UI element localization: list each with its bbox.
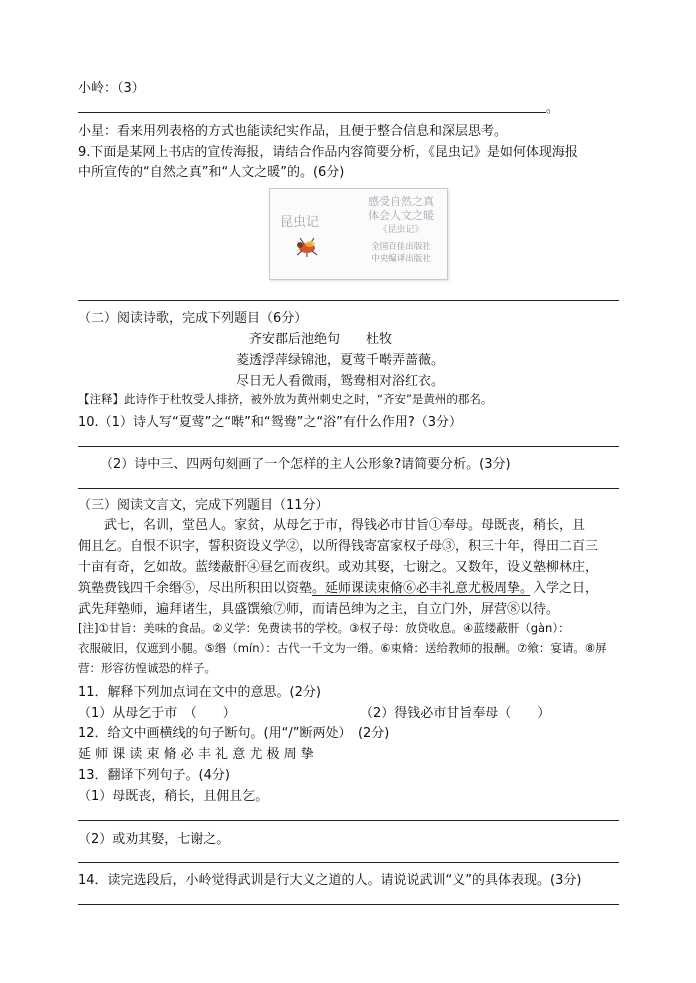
question-11-b: （2）得钱必市甘旨奉母（ ） [360,706,551,721]
answer-line [78,112,546,113]
prose-note-1: [注]①甘旨：美味的食品。②义学：免费读书的学校。③权子母：放贷收息。④蓝缕蔽骭（gàn）： [78,621,570,635]
question-12: 12．给文中画横线的句子断句。(用“/”断两处） (2分) [78,726,390,741]
poem-line-1: 菱透浮萍绿锦池，夏莺千啭弄蔷薇。 [236,353,445,368]
question-13-2: （2）或劝其娶，七谢之。 [78,832,230,847]
answer-line [78,488,619,489]
period: 。 [546,101,560,116]
prose-note-3: 营：形容彷惶诚恐的样子。 [78,661,216,675]
question-13-1: （1）母既丧，稍长，且佣且乞。 [78,789,269,804]
poem-title-author: 齐安郡后池绝句 杜牧 [249,332,393,347]
question-12-text: 延 师 课 读 束 脩 必 丰 礼 意 尤 极 周 挚 [78,747,314,762]
poster-title: 昆虫记 [280,215,320,230]
answer-line [78,446,619,447]
xiaoling-label: 小岭：（3） [78,81,145,96]
xiaoxing-line: 小星：看来用列表格的方式也能读纪实作品，且便于整合信息和深层思考。 [78,124,508,139]
prose-line-4: 筑塾费钱四千余缗⑤，尽出所积田以资塾。延师课读束脩⑥必丰礼意尤极周挚。入学之日， [78,581,599,596]
prose-underline [312,595,530,596]
question-11-a: （1）从母乞于市 （ ） [78,706,236,721]
answer-line [78,820,619,821]
prose-line-1: 武七，名训，堂邑人。家贫，从母乞于市，得钱必市甘旨①奉母。母既丧，稍长，且 [104,518,586,533]
question-13: 13．翻译下列句子。(4分) [78,768,230,783]
question-9-line2: 中所宣传的“自然之真”和“人文之暖”的。(6分) [78,165,345,180]
question-9-line1: 9.下面是某网上书店的宣传海报，请结合作品内容简要分析，《昆虫记》是如何体现海报 [78,145,578,160]
prose-line-5: 武先拜塾师，遍拜诸生，具盛馔飨⑦师，而请邑绅为之主，自立门外，屏营⑧以待。 [78,602,560,617]
divider [78,300,619,301]
prose-note-2: 衣服破旧，仅遮到小腿。⑤缗（mín）：古代一千文为一缗。⑥束脩：送给教师的报酬。⑦飨：宴请。⑧屏 [78,641,607,655]
poster-image [269,188,448,280]
insect-icon [292,235,322,257]
question-10-2: （2）诗中三、四两句刻画了一个怎样的主人公形象?请简要分析。(3分) [100,457,511,472]
answer-line [78,862,619,863]
poster-slogans: 感受自然之真 体会人文之暖 《昆虫记》 [368,195,434,235]
question-10-1: 10.（1）诗人写“夏莺”之“啭”和“鸳鸯”之“浴”有什么作用?（3分） [78,415,462,430]
question-11: 11．解释下列加点词在文中的意思。(2分) [78,685,321,700]
question-14: 14．读完选段后，小岭觉得武训是行大义之道的人。请说说武训“义”的具体表现。(3分) [78,873,582,888]
prose-line-3: 十亩有奇，乞如故。蓝缕蔽骭④昼乞而夜织。或劝其娶，七谢之。又数年，设义塾柳林庄， [78,560,599,575]
poem-line-2: 尽日无人看微雨，鸳鸯相对浴红衣。 [236,374,445,389]
section-2-title: （二）阅读诗歌，完成下列题目（6分） [78,311,308,326]
answer-line [78,904,619,905]
poem-note: 【注释】此诗作于杜牧受人排挤，被外放为黄州刺史之时，“齐安”是黄州的郡名。 [78,392,493,406]
section-3-title: （三）阅读文言文，完成下列题目（11分） [78,498,329,513]
poster-publishers: 全国百佳出版社 中央编译出版社 [371,242,431,264]
prose-line-2: 佣且乞。自恨不识字，誓积资设义学②，以所得钱寄富家权子母③，积三十年，得田二百三 [78,539,599,554]
